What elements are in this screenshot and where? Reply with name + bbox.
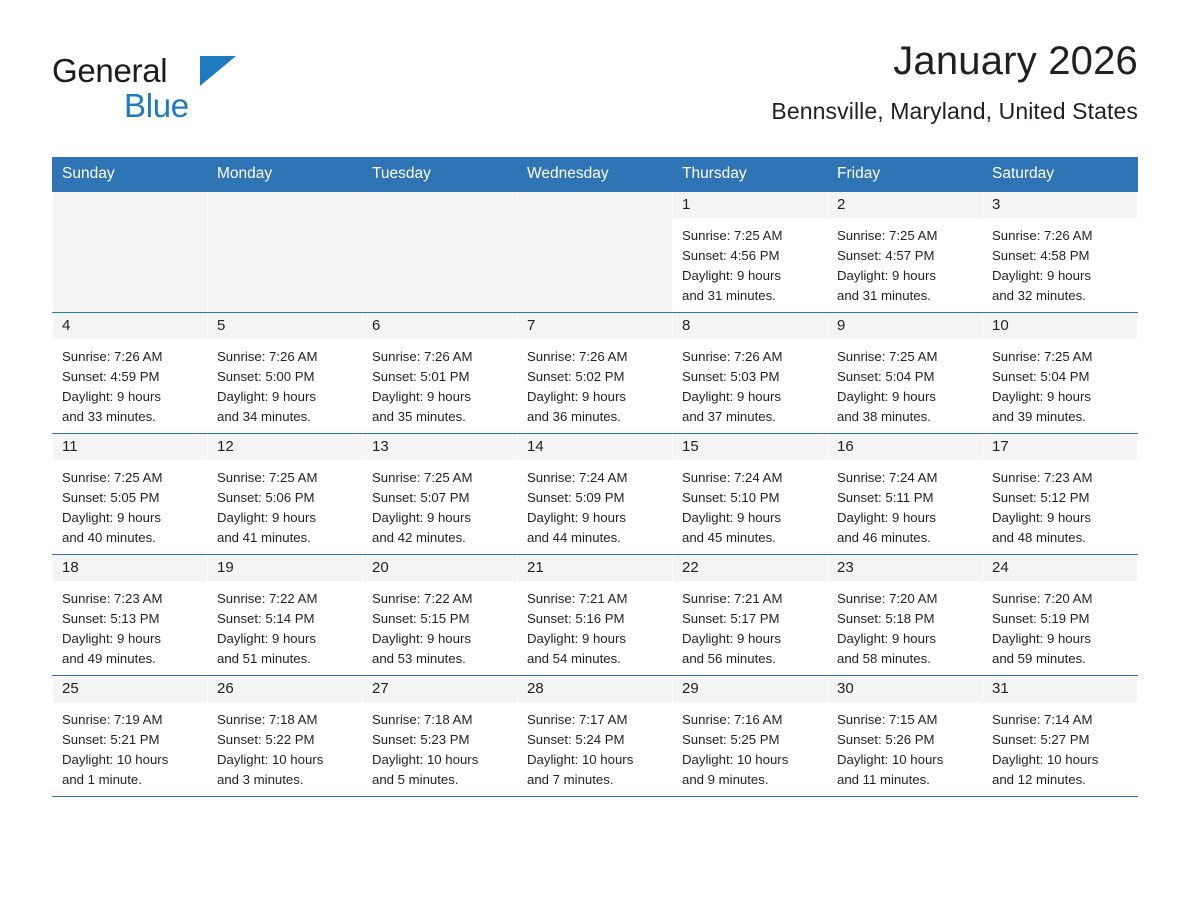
daylight-text: and 12 minutes. (992, 772, 1086, 788)
day-number: 16 (828, 434, 982, 460)
day-details (983, 702, 1137, 790)
sunset-text: Sunset: 5:01 PM (372, 369, 470, 385)
calendar-cell-empty (518, 192, 673, 313)
sunset-text: Sunset: 5:03 PM (682, 369, 780, 385)
daylight-text: and 11 minutes. (837, 772, 930, 788)
sunset-text: Sunset: 5:23 PM (372, 732, 470, 748)
sunrise-text: Sunrise: 7:26 AM (992, 228, 1093, 243)
daylight-text: and 38 minutes. (837, 409, 931, 425)
daylight-text: and 32 minutes. (992, 288, 1086, 304)
sunset-text: Sunset: 5:12 PM (992, 490, 1090, 506)
day-number: 25 (53, 676, 207, 702)
day-number (53, 192, 207, 218)
day-number: 10 (983, 313, 1137, 339)
calendar-week-row (53, 676, 1138, 797)
sunrise-text: Sunrise: 7:25 AM (682, 228, 783, 243)
calendar-day-cell (208, 676, 363, 797)
day-details (983, 218, 1137, 306)
daylight-text: Daylight: 9 hours (372, 510, 471, 526)
sunrise-text: Sunrise: 7:23 AM (62, 591, 163, 606)
sunset-text: Sunset: 5:18 PM (837, 611, 935, 627)
calendar-day-cell (53, 555, 208, 676)
daylight-text: and 36 minutes. (527, 409, 621, 425)
title-block (272, 40, 1138, 125)
day-details (828, 218, 982, 306)
day-details (828, 581, 982, 669)
day-number: 27 (363, 676, 517, 702)
daylight-text: Daylight: 9 hours (992, 268, 1091, 284)
calendar-day-cell (208, 434, 363, 555)
day-details (828, 460, 982, 548)
daylight-text: Daylight: 9 hours (682, 268, 781, 284)
sunrise-text: Sunrise: 7:22 AM (372, 591, 473, 606)
sunset-text: Sunset: 5:05 PM (62, 490, 160, 506)
day-number: 2 (828, 192, 982, 218)
day-number: 3 (983, 192, 1137, 218)
sunset-text: Sunset: 5:16 PM (527, 611, 625, 627)
daylight-text: Daylight: 9 hours (527, 389, 626, 405)
sunrise-text: Sunrise: 7:16 AM (682, 712, 783, 727)
day-number: 15 (673, 434, 827, 460)
calendar-day-cell (828, 434, 983, 555)
day-details (208, 702, 362, 790)
sunset-text: Sunset: 5:06 PM (217, 490, 315, 506)
calendar-day-cell (363, 434, 518, 555)
daylight-text: and 40 minutes. (62, 530, 156, 546)
daylight-text: and 45 minutes. (682, 530, 776, 546)
sunset-text: Sunset: 5:26 PM (837, 732, 935, 748)
daylight-text: and 56 minutes. (682, 651, 776, 667)
day-number: 1 (673, 192, 827, 218)
sunrise-text: Sunrise: 7:23 AM (992, 470, 1093, 485)
daylight-text: and 51 minutes. (217, 651, 311, 667)
calendar-week-row (53, 313, 1138, 434)
daylight-text: and 7 minutes. (527, 772, 614, 788)
sunset-text: Sunset: 5:04 PM (992, 369, 1090, 385)
daylight-text: and 39 minutes. (992, 409, 1086, 425)
day-details (673, 581, 827, 669)
day-number: 20 (363, 555, 517, 581)
sunrise-text: Sunrise: 7:25 AM (837, 228, 938, 243)
calendar-cell-empty (208, 192, 363, 313)
day-number: 21 (518, 555, 672, 581)
day-number: 28 (518, 676, 672, 702)
daylight-text: Daylight: 10 hours (527, 752, 634, 768)
daylight-text: and 9 minutes. (682, 772, 769, 788)
daylight-text: and 3 minutes. (217, 772, 304, 788)
calendar-day-cell (518, 434, 673, 555)
daylight-text: and 42 minutes. (372, 530, 466, 546)
daylight-text: Daylight: 9 hours (992, 631, 1091, 647)
daylight-text: Daylight: 9 hours (372, 631, 471, 647)
sunrise-text: Sunrise: 7:25 AM (62, 470, 163, 485)
day-number: 5 (208, 313, 362, 339)
day-number: 9 (828, 313, 982, 339)
day-number: 6 (363, 313, 517, 339)
day-number: 22 (673, 555, 827, 581)
daylight-text: Daylight: 10 hours (682, 752, 789, 768)
logo-text-general: General (52, 52, 168, 89)
sunrise-text: Sunrise: 7:17 AM (527, 712, 628, 727)
page-title: January 2026 (893, 39, 1138, 83)
day-number: 26 (208, 676, 362, 702)
logo-text-blue: Blue (124, 87, 189, 124)
day-details (518, 581, 672, 669)
sunrise-text: Sunrise: 7:26 AM (527, 349, 628, 364)
sunset-text: Sunset: 5:25 PM (682, 732, 780, 748)
sunset-text: Sunset: 5:04 PM (837, 369, 935, 385)
sunset-text: Sunset: 5:07 PM (372, 490, 470, 506)
day-details (363, 581, 517, 669)
calendar-day-cell (828, 555, 983, 676)
calendar-day-cell (518, 313, 673, 434)
day-details (983, 339, 1137, 427)
calendar-day-cell (363, 676, 518, 797)
sunset-text: Sunset: 5:14 PM (217, 611, 315, 627)
day-details (363, 339, 517, 427)
daylight-text: and 54 minutes. (527, 651, 621, 667)
day-details (828, 702, 982, 790)
daylight-text: Daylight: 9 hours (992, 389, 1091, 405)
daylight-text: Daylight: 9 hours (62, 389, 161, 405)
daylight-text: Daylight: 9 hours (527, 631, 626, 647)
daylight-text: and 31 minutes. (682, 288, 776, 304)
day-details (53, 581, 207, 669)
calendar-day-cell (673, 313, 828, 434)
logo-triangle-icon (200, 56, 236, 86)
calendar-day-cell (518, 555, 673, 676)
day-number: 19 (208, 555, 362, 581)
calendar-day-cell (208, 555, 363, 676)
daylight-text: and 33 minutes. (62, 409, 156, 425)
weekday-header-tuesday: Tuesday (363, 158, 518, 192)
sunset-text: Sunset: 5:15 PM (372, 611, 470, 627)
sunrise-text: Sunrise: 7:24 AM (837, 470, 938, 485)
day-number (518, 192, 672, 218)
daylight-text: Daylight: 9 hours (217, 389, 316, 405)
daylight-text: and 53 minutes. (372, 651, 466, 667)
sunrise-text: Sunrise: 7:25 AM (372, 470, 473, 485)
daylight-text: and 35 minutes. (372, 409, 466, 425)
day-number: 18 (53, 555, 207, 581)
generalblue-logo (52, 40, 272, 122)
daylight-text: Daylight: 9 hours (217, 631, 316, 647)
day-number: 30 (828, 676, 982, 702)
sunrise-text: Sunrise: 7:22 AM (217, 591, 318, 606)
day-number: 17 (983, 434, 1137, 460)
sunrise-text: Sunrise: 7:26 AM (62, 349, 163, 364)
sunset-text: Sunset: 4:57 PM (837, 248, 935, 264)
calendar-day-cell (828, 192, 983, 313)
sunrise-text: Sunrise: 7:26 AM (372, 349, 473, 364)
daylight-text: Daylight: 10 hours (372, 752, 479, 768)
day-details (673, 702, 827, 790)
daylight-text: Daylight: 9 hours (682, 631, 781, 647)
calendar-day-cell (673, 434, 828, 555)
sunrise-text: Sunrise: 7:18 AM (372, 712, 473, 727)
sunrise-text: Sunrise: 7:15 AM (837, 712, 938, 727)
day-number: 29 (673, 676, 827, 702)
sunset-text: Sunset: 5:10 PM (682, 490, 780, 506)
sunrise-text: Sunrise: 7:25 AM (837, 349, 938, 364)
sunset-text: Sunset: 4:56 PM (682, 248, 780, 264)
sunrise-text: Sunrise: 7:25 AM (992, 349, 1093, 364)
daylight-text: and 46 minutes. (837, 530, 931, 546)
page-header (52, 40, 1138, 136)
daylight-text: Daylight: 9 hours (992, 510, 1091, 526)
daylight-text: and 59 minutes. (992, 651, 1086, 667)
sunset-text: Sunset: 5:27 PM (992, 732, 1090, 748)
sunset-text: Sunset: 5:24 PM (527, 732, 625, 748)
day-details (363, 702, 517, 790)
sunrise-text: Sunrise: 7:26 AM (682, 349, 783, 364)
daylight-text: Daylight: 9 hours (372, 389, 471, 405)
sunset-text: Sunset: 5:13 PM (62, 611, 160, 627)
sunset-text: Sunset: 5:21 PM (62, 732, 160, 748)
calendar-day-cell (983, 434, 1138, 555)
day-details (518, 702, 672, 790)
daylight-text: Daylight: 9 hours (837, 268, 936, 284)
day-number: 24 (983, 555, 1137, 581)
daylight-text: Daylight: 9 hours (527, 510, 626, 526)
daylight-text: Daylight: 10 hours (992, 752, 1099, 768)
day-number (208, 192, 362, 218)
day-details (208, 339, 362, 427)
sunset-text: Sunset: 5:00 PM (217, 369, 315, 385)
day-number: 7 (518, 313, 672, 339)
weekday-header-saturday: Saturday (983, 158, 1138, 192)
sunrise-text: Sunrise: 7:26 AM (217, 349, 318, 364)
daylight-text: Daylight: 9 hours (62, 510, 161, 526)
daylight-text: and 34 minutes. (217, 409, 311, 425)
sunset-text: Sunset: 4:58 PM (992, 248, 1090, 264)
day-details (53, 460, 207, 548)
day-details (208, 460, 362, 548)
day-number: 8 (673, 313, 827, 339)
calendar-week-row (53, 555, 1138, 676)
sunrise-text: Sunrise: 7:25 AM (217, 470, 318, 485)
calendar-cell-empty (53, 192, 208, 313)
sunrise-text: Sunrise: 7:24 AM (682, 470, 783, 485)
sunset-text: Sunset: 5:22 PM (217, 732, 315, 748)
sunrise-text: Sunrise: 7:24 AM (527, 470, 628, 485)
day-details (673, 339, 827, 427)
sunrise-text: Sunrise: 7:18 AM (217, 712, 318, 727)
daylight-text: and 44 minutes. (527, 530, 621, 546)
daylight-text: Daylight: 9 hours (837, 631, 936, 647)
daylight-text: Daylight: 9 hours (217, 510, 316, 526)
daylight-text: Daylight: 10 hours (837, 752, 944, 768)
day-details (518, 460, 672, 548)
sunset-text: Sunset: 5:19 PM (992, 611, 1090, 627)
day-number: 4 (53, 313, 207, 339)
calendar-day-cell (208, 313, 363, 434)
calendar-day-cell (828, 313, 983, 434)
daylight-text: and 31 minutes. (837, 288, 931, 304)
calendar-day-cell (53, 434, 208, 555)
weekday-header-friday: Friday (828, 158, 983, 192)
calendar-week-row (53, 434, 1138, 555)
calendar-day-cell (673, 192, 828, 313)
calendar-day-cell (983, 192, 1138, 313)
daylight-text: and 37 minutes. (682, 409, 776, 425)
location-subtitle: Bennsville, Maryland, United States (771, 98, 1138, 124)
daylight-text: and 49 minutes. (62, 651, 156, 667)
day-details (983, 460, 1137, 548)
calendar-cell-empty (363, 192, 518, 313)
daylight-text: and 41 minutes. (217, 530, 311, 546)
sunrise-text: Sunrise: 7:14 AM (992, 712, 1093, 727)
day-details (673, 460, 827, 548)
calendar-week-row (53, 192, 1138, 313)
weekday-header-sunday: Sunday (53, 158, 208, 192)
sunset-text: Sunset: 4:59 PM (62, 369, 160, 385)
sunrise-text: Sunrise: 7:21 AM (527, 591, 628, 606)
daylight-text: and 5 minutes. (372, 772, 459, 788)
daylight-text: Daylight: 9 hours (837, 389, 936, 405)
day-details (983, 581, 1137, 669)
calendar-day-cell (673, 555, 828, 676)
day-number: 23 (828, 555, 982, 581)
day-number: 14 (518, 434, 672, 460)
daylight-text: Daylight: 9 hours (682, 389, 781, 405)
calendar-day-cell (53, 676, 208, 797)
sunrise-text: Sunrise: 7:21 AM (682, 591, 783, 606)
calendar-day-cell (828, 676, 983, 797)
calendar-day-cell (983, 555, 1138, 676)
daylight-text: Daylight: 9 hours (682, 510, 781, 526)
day-details (208, 581, 362, 669)
day-details (518, 339, 672, 427)
day-number: 31 (983, 676, 1137, 702)
sunrise-text: Sunrise: 7:20 AM (992, 591, 1093, 606)
calendar-day-cell (983, 313, 1138, 434)
daylight-text: Daylight: 10 hours (62, 752, 169, 768)
day-details (828, 339, 982, 427)
day-details (53, 339, 207, 427)
day-details (673, 218, 827, 306)
sunset-text: Sunset: 5:02 PM (527, 369, 625, 385)
calendar-day-cell (363, 555, 518, 676)
sunrise-text: Sunrise: 7:20 AM (837, 591, 938, 606)
daylight-text: Daylight: 9 hours (837, 510, 936, 526)
calendar-day-cell (673, 676, 828, 797)
sunset-text: Sunset: 5:09 PM (527, 490, 625, 506)
calendar-header-row (53, 158, 1138, 192)
sunset-text: Sunset: 5:17 PM (682, 611, 780, 627)
calendar-day-cell (363, 313, 518, 434)
daylight-text: and 1 minute. (62, 772, 142, 788)
calendar-day-cell (53, 313, 208, 434)
sunrise-text: Sunrise: 7:19 AM (62, 712, 163, 727)
weekday-header-monday: Monday (208, 158, 363, 192)
day-number (363, 192, 517, 218)
weekday-header-thursday: Thursday (673, 158, 828, 192)
sunset-text: Sunset: 5:11 PM (837, 490, 934, 506)
daylight-text: and 58 minutes. (837, 651, 931, 667)
calendar-day-cell (518, 676, 673, 797)
calendar-body (53, 192, 1138, 797)
sunrise-sunset-calendar (52, 157, 1138, 797)
day-number: 11 (53, 434, 207, 460)
daylight-text: and 48 minutes. (992, 530, 1086, 546)
day-details (363, 460, 517, 548)
day-details (53, 702, 207, 790)
daylight-text: Daylight: 9 hours (62, 631, 161, 647)
weekday-header-wednesday: Wednesday (518, 158, 673, 192)
calendar-day-cell (983, 676, 1138, 797)
day-number: 13 (363, 434, 517, 460)
day-number: 12 (208, 434, 362, 460)
daylight-text: Daylight: 10 hours (217, 752, 324, 768)
